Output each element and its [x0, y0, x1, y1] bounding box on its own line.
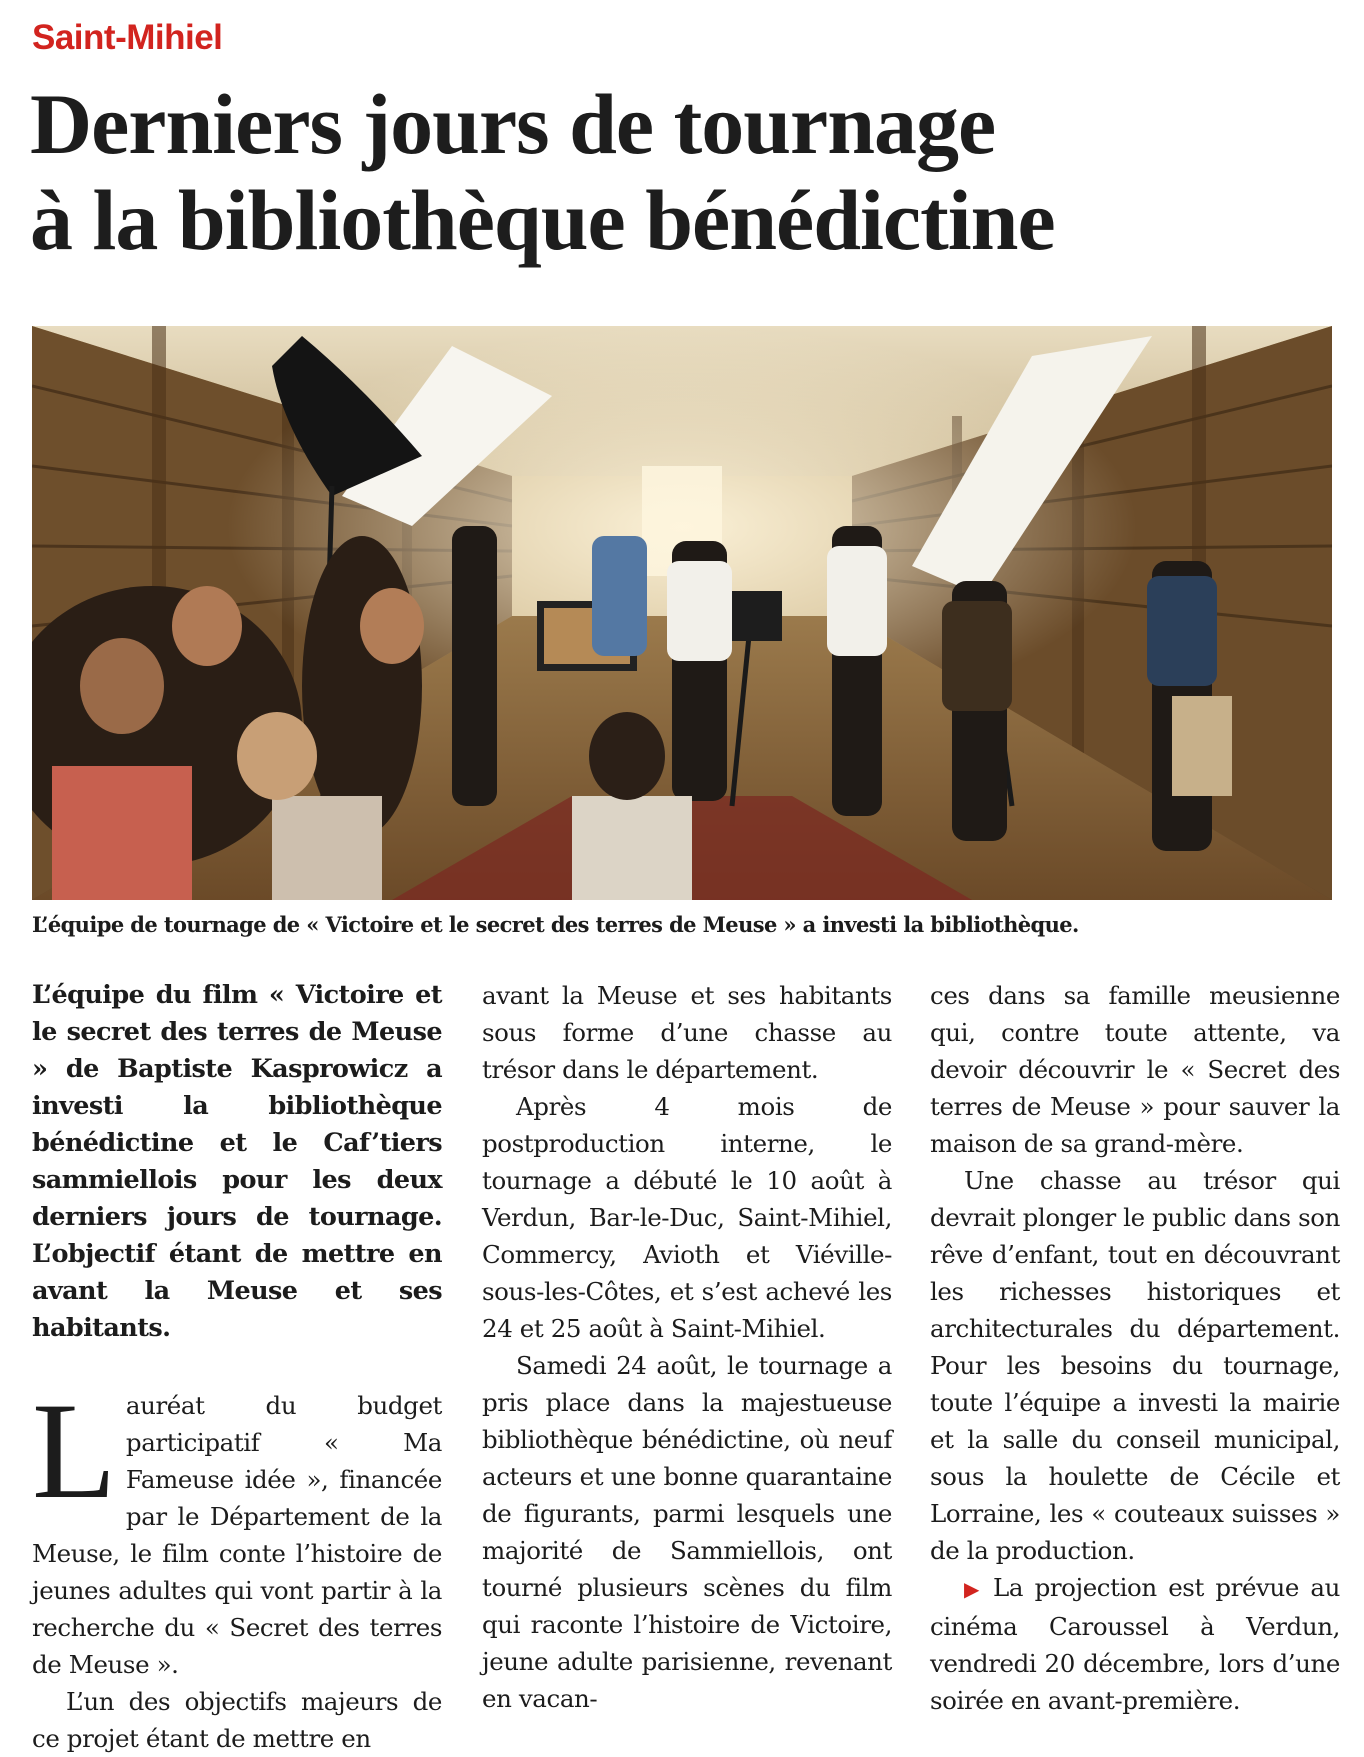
- column-1: [32, 977, 442, 1757]
- body-paragraph-4-start: Samedi 24 août, le tournage a pris place dans la majestueuse bibliothèque bénédictine, où neuf acteurs et une bonne quarantaine de figurants, parmi lesquels une majorité de Sammiellois, ont tourné plusieurs scènes du film qui raconte l’histoire de Victoire, jeune adulte parisienne, revenant en vacan-: [482, 1351, 892, 1713]
- body-paragraph-4-end: ces dans sa famille meusienne qui, contre toute attente, va devoir découvrir le « Secret des terres de Meuse » pour sauver la maison de sa grand-mère.: [930, 981, 1340, 1158]
- column-2: [482, 977, 892, 1717]
- lead-paragraph: L’équipe du film « Victoire et le secret des terres de Meuse » de Baptiste Kasprowicz a investi la bibliothèque bénédictine et le Caf’tiers sammiellois pour les deux derniers jours de tournage. L’objectif étant de mettre en avant la Meuse et ses habitants.: [32, 980, 442, 1343]
- headline-line-2: à la bibliothèque bénédictine: [30, 172, 1055, 268]
- section-label: Saint-Mihiel: [32, 18, 223, 57]
- red-triangle-icon: ▶: [964, 1577, 984, 1601]
- body-paragraph-6-text: La projection est prévue au cinéma Caroussel à Verdun, vendredi 20 décembre, lors d’une soirée en avant-première.: [930, 1573, 1341, 1715]
- article-photo: [32, 326, 1332, 900]
- body-paragraph-1: [32, 1374, 442, 1683]
- body-paragraph-2-start: L’un des objectifs majeurs de ce projet étant de mettre en: [32, 1687, 442, 1753]
- headline: [30, 76, 1330, 268]
- drop-cap: L: [32, 1374, 116, 1527]
- film-crew-library-image: [32, 326, 1332, 900]
- column-3: [930, 977, 1340, 1719]
- body-paragraph-5: Une chasse au trésor qui devrait plonger le public dans son rêve d’enfant, tout en découvrant les richesses historiques et architecturales du département. Pour les besoins du tournage, toute l’équipe a investi la mairie et la salle du conseil municipal, sous la houlette de Cécile et Lorraine, les « couteaux suisses » de la production.: [930, 1166, 1340, 1565]
- body-paragraph-3: Après 4 mois de postproduction interne, le tournage a débuté le 10 août à Verdun, Bar-le-Duc, Saint-Mihiel, Commercy, Avioth et Viéville-sous-les-Côtes, et s’est achevé les 24 et 25 août à Saint-Mihiel.: [482, 1092, 892, 1343]
- body-paragraph-1-text: auréat du budget participatif « Ma Fameuse idée », financée par le Département de la Meuse, le film conte l’histoire de jeunes adultes qui vont partir à la recherche du « Secret des terres de Meuse ».: [32, 1391, 442, 1679]
- body-paragraph-2-end: avant la Meuse et ses habitants sous forme d’une chasse au trésor dans le département.: [482, 981, 892, 1084]
- body-paragraph-6: [930, 1569, 1340, 1719]
- photo-caption: L’équipe de tournage de « Victoire et le secret des terres de Meuse » a investi la bibliothèque.: [32, 912, 1079, 937]
- headline-line-1: Derniers jours de tournage: [30, 76, 996, 172]
